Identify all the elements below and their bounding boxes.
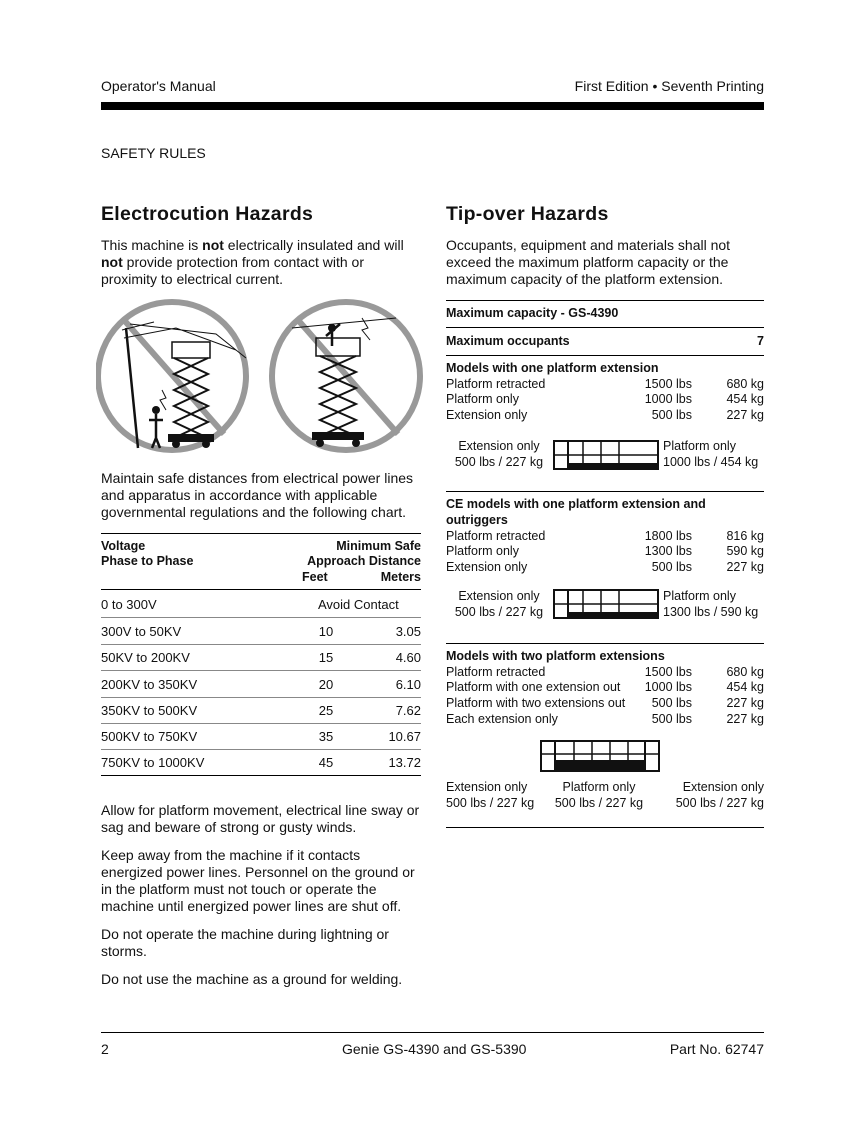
block3-left-extension-label: Extension only 500 lbs / 227 kg	[446, 780, 535, 810]
capacity-kg: 454 kg	[726, 392, 764, 406]
block3-right-extension-label: Extension only 500 lbs / 227 kg	[675, 780, 764, 810]
list-item	[446, 408, 764, 424]
capacity-lbs: 1500 lbs	[644, 377, 692, 391]
capacity-kg: 227 kg	[726, 408, 764, 422]
capacity-kg: 454 kg	[726, 680, 764, 694]
list-item	[446, 560, 764, 576]
row-divider	[101, 749, 421, 750]
electrocution-heading: Electrocution Hazards	[101, 203, 314, 225]
capacity-label: Platform retracted	[446, 377, 546, 391]
meters-cell: 6.10	[395, 677, 421, 692]
max-occupants-value: 7	[757, 334, 764, 348]
list-item	[446, 377, 764, 393]
voltage-cell: 0 to 300V	[101, 597, 157, 612]
capacity-kg: 680 kg	[726, 377, 764, 391]
meters-cell: 7.62	[395, 703, 421, 718]
row-divider	[101, 617, 421, 618]
phase-header: Phase to Phase	[101, 554, 194, 568]
capacity-lbs: 1800 lbs	[644, 529, 692, 543]
block3-rule	[446, 827, 764, 828]
feet-cell: 20	[318, 677, 334, 692]
block2-title-cont: outriggers	[446, 513, 508, 527]
feet-cell: 25	[318, 703, 334, 718]
footer-rule	[101, 1032, 764, 1033]
max-occupants-label: Maximum occupants	[446, 334, 570, 348]
block1-platform-label: Platform only 1000 lbs / 454 kg	[663, 439, 759, 469]
capacity-kg: 590 kg	[726, 544, 764, 558]
footer-part-number: Part No. 62747	[669, 1041, 764, 1057]
electrocution-illustration	[96, 298, 426, 458]
section-title: SAFETY RULES	[101, 145, 206, 161]
two-extension-platform-diagram	[540, 740, 660, 772]
capacity-label: Platform only	[446, 392, 519, 406]
row-divider	[101, 644, 421, 645]
header-manual-title: Operator's Manual	[101, 78, 216, 94]
block1-title: Models with one platform extension	[446, 361, 659, 375]
capacity-label: Platform retracted	[446, 529, 546, 543]
capacity-rule	[446, 327, 764, 328]
block2-title: CE models with one platform extension and	[446, 497, 706, 511]
capacity-label: Extension only	[446, 560, 528, 574]
feet-header: Feet	[302, 570, 328, 584]
tipover-heading: Tip-over Hazards	[446, 203, 609, 225]
table-header-rule	[101, 589, 421, 590]
list-item	[446, 696, 764, 712]
feet-cell: 15	[318, 650, 334, 665]
capacity-lbs: 500 lbs	[651, 408, 692, 422]
capacity-kg: 227 kg	[726, 696, 764, 710]
page-number: 2	[101, 1041, 109, 1057]
capacity-label: Platform only	[446, 544, 519, 558]
list-item	[446, 544, 764, 560]
voltage-cell: 50KV to 200KV	[101, 650, 190, 665]
min-safe-header: Minimum Safe	[336, 539, 421, 553]
ce-platform-extension-diagram	[553, 589, 659, 619]
capacity-label: Extension only	[446, 408, 528, 422]
electrocution-intro: This machine is not electrically insulated and will not provide protection from contact with or proximity to electrical current.	[101, 237, 404, 287]
list-item	[446, 529, 764, 545]
avoid-contact-cell: Avoid Contact	[318, 597, 399, 612]
capacity-label: Each extension only	[446, 712, 558, 726]
row-divider	[101, 697, 421, 698]
list-item	[446, 392, 764, 408]
voltage-header: Voltage	[101, 539, 146, 553]
block2-extension-label: Extension only 500 lbs / 227 kg	[454, 589, 544, 619]
capacity-lbs: 1000 lbs	[644, 392, 692, 406]
list-item	[446, 665, 764, 681]
header-rule	[101, 102, 764, 110]
footer-model: Genie GS-4390 and GS-5390	[342, 1041, 527, 1057]
platform-extension-diagram	[553, 440, 659, 470]
voltage-cell: 750KV to 1000KV	[101, 755, 205, 770]
capacity-lbs: 1500 lbs	[644, 665, 692, 679]
capacity-kg: 227 kg	[726, 712, 764, 726]
meters-cell: 10.67	[388, 729, 421, 744]
row-divider	[101, 670, 421, 671]
list-item	[446, 680, 764, 696]
meters-header: Meters	[380, 570, 421, 584]
occupants-rule	[446, 355, 764, 356]
allow-movement-paragraph: Allow for platform movement, electrical line sway or sag and beware of strong or gusty winds.	[101, 802, 420, 835]
platform-touching-line-icon	[272, 302, 420, 450]
block3-title: Models with two platform extensions	[446, 649, 665, 663]
feet-cell: 45	[318, 755, 334, 770]
capacity-kg: 816 kg	[726, 529, 764, 543]
distance-paragraph: Maintain safe distances from electrical power lines and apparatus in accordance with applicable governmental regulations and the following chart.	[101, 470, 414, 520]
table-bottom-rule	[101, 775, 421, 776]
voltage-cell: 300V to 50KV	[101, 624, 182, 639]
capacity-kg: 227 kg	[726, 560, 764, 574]
header-edition: First Edition • Seventh Printing	[574, 78, 764, 94]
power-line-near-person-icon	[98, 302, 246, 450]
keep-away-paragraph: Keep away from the machine if it contacts energized power lines. Personnel on the ground or in the platform must not touch or operate the machine until energized power lines are shut off.	[101, 847, 415, 914]
capacity-lbs: 1000 lbs	[644, 680, 692, 694]
block3-platform-label: Platform only 500 lbs / 227 kg	[554, 780, 644, 810]
block2-rule	[446, 643, 764, 644]
lightning-paragraph: Do not operate the machine during lightning or storms.	[101, 926, 389, 959]
capacity-top-rule	[446, 300, 764, 301]
capacity-label: Platform retracted	[446, 665, 546, 679]
feet-cell: 35	[318, 729, 334, 744]
capacity-lbs: 500 lbs	[651, 712, 692, 726]
block2-platform-label: Platform only 1300 lbs / 590 kg	[663, 589, 759, 619]
capacity-kg: 680 kg	[726, 665, 764, 679]
capacity-lbs: 1300 lbs	[644, 544, 692, 558]
block1-rule	[446, 491, 764, 492]
block1-extension-label: Extension only 500 lbs / 227 kg	[454, 439, 544, 469]
voltage-cell: 200KV to 350KV	[101, 677, 198, 692]
voltage-cell: 350KV to 500KV	[101, 703, 198, 718]
approach-distance-header: Approach Distance	[307, 554, 421, 568]
list-item	[446, 712, 764, 728]
voltage-cell: 500KV to 750KV	[101, 729, 198, 744]
capacity-lbs: 500 lbs	[651, 696, 692, 710]
tipover-intro: Occupants, equipment and materials shall not exceed the maximum platform capacity or the maximum capacity of the platform extension.	[446, 237, 731, 287]
capacity-lbs: 500 lbs	[651, 560, 692, 574]
table-top-rule	[101, 533, 421, 534]
feet-cell: 10	[318, 624, 334, 639]
row-divider	[101, 723, 421, 724]
max-capacity-title: Maximum capacity - GS-4390	[446, 306, 619, 320]
welding-paragraph: Do not use the machine as a ground for welding.	[101, 971, 403, 987]
meters-cell: 13.72	[388, 755, 421, 770]
meters-cell: 4.60	[395, 650, 421, 665]
meters-cell: 3.05	[395, 624, 421, 639]
capacity-label: Platform with two extensions out	[446, 696, 626, 710]
capacity-label: Platform with one extension out	[446, 680, 621, 694]
